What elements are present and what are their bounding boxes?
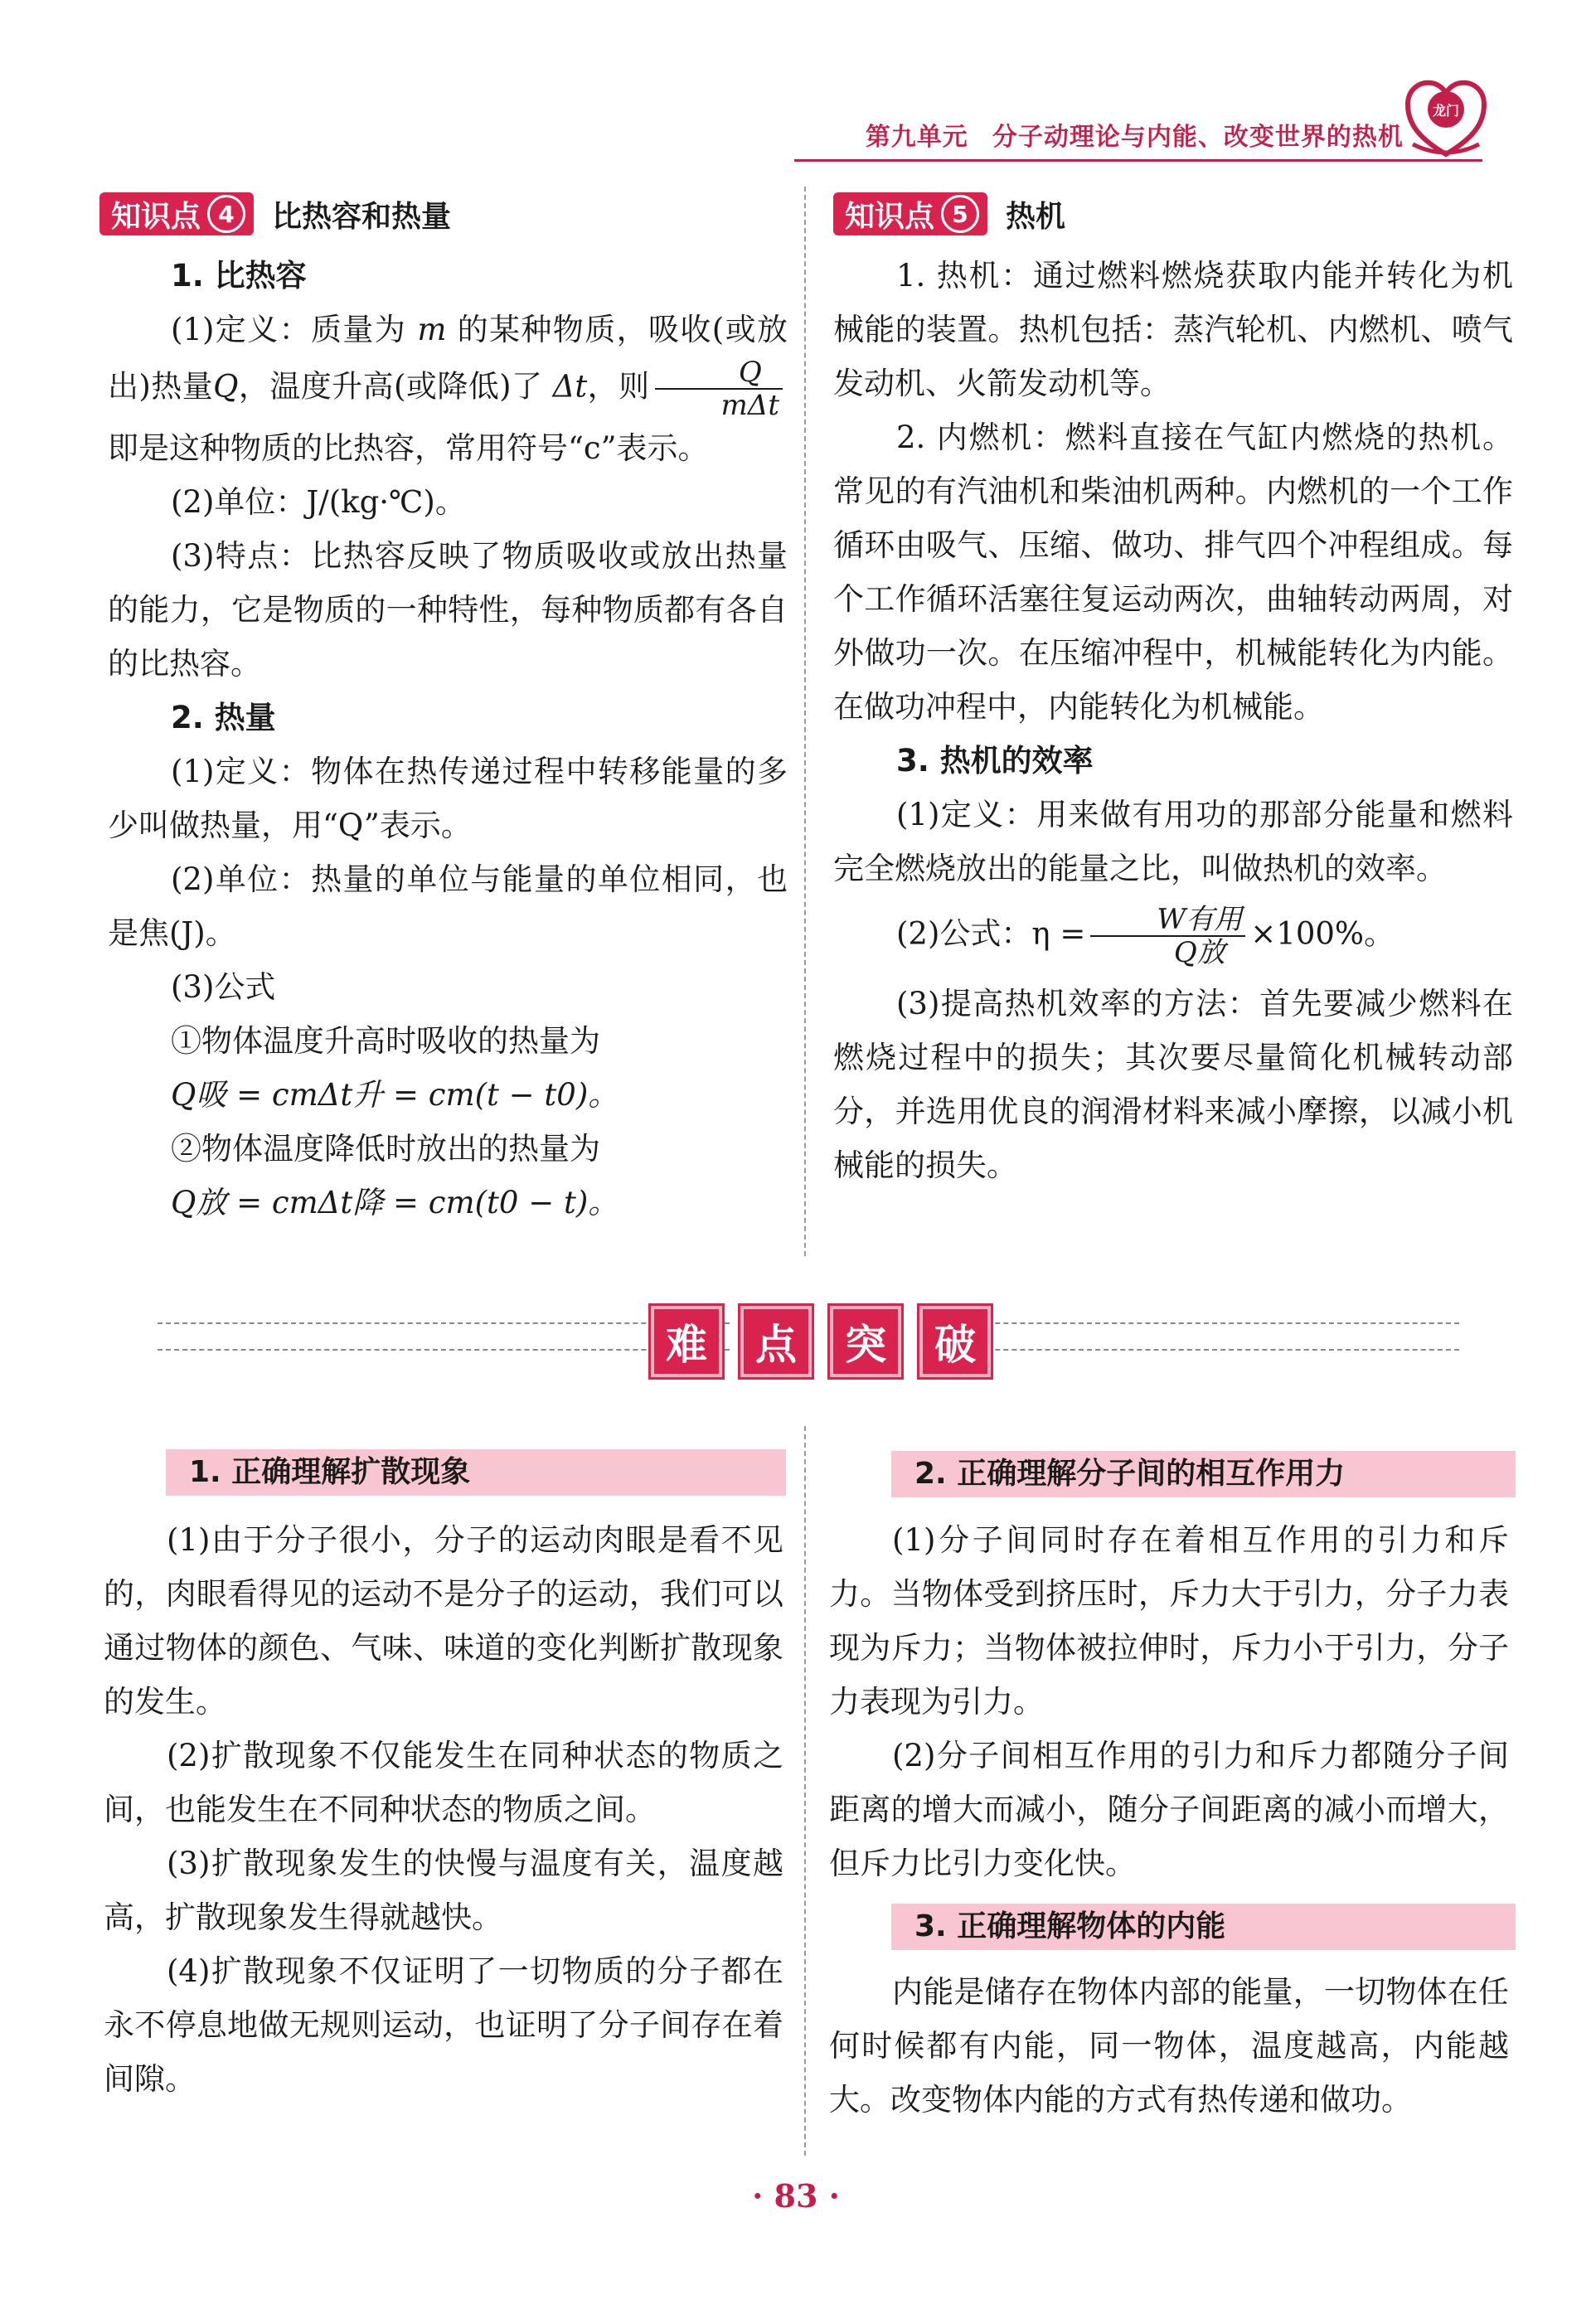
- kp5-badge: [833, 192, 987, 235]
- kp4-definition: (1)定义：质量为 m 的某种物质，吸收(或放出)热量Q，温度升高(或降低)了 Δt，则 $\frac{Q}{\text{mΔt}}$ 即是这种物质的比热容，常用符号“c”表示。: [108, 312, 788, 466]
- kp4-number: 4: [207, 195, 245, 233]
- kp4-unit: (2)单位：J/(kg·℃)。: [171, 484, 466, 520]
- efficiency-fraction: $\frac{\text{W有用}}{\text{Q放}}$: [1090, 904, 1245, 968]
- topic1-body: [104, 1513, 783, 2106]
- banner-char-1: 难: [651, 1306, 722, 1377]
- publisher-logo-icon: [1401, 75, 1491, 161]
- topic2-para-1: (1)分子间同时存在着相互作用的引力和斥力。当物体受到挤压时，斥力大于引力，分子力表现为斥力；当物体被拉伸时，斥力小于引力，分子力表现为引力。: [829, 1522, 1509, 1720]
- topic2-title: 2. 正确理解分子间的相互作用力: [891, 1451, 1516, 1497]
- banner-char-3: 突: [830, 1306, 901, 1377]
- kp4-absorb-text: ①物体温度升高时吸收的热量为: [171, 1023, 600, 1059]
- page-number: · 83 ·: [752, 2177, 840, 2215]
- topic1-para-3: (3)扩散现象发生的快慢与温度有关，温度越高，扩散现象发生得就越快。: [104, 1846, 783, 1935]
- kp5-body: [833, 249, 1513, 1192]
- topic3-title: 3. 正确理解物体的内能: [891, 1904, 1516, 1950]
- kp4-heat-unit: (2)单位：热量的单位与能量的单位相同，也是焦(J)。: [108, 861, 788, 951]
- topic1-para-1: (1)由于分子很小，分子的运动肉眼是看不见的，肉眼看得见的运动不是分子的运动，我们可以通过物体的颜色、气味、味道的变化判断扩散现象的发生。: [104, 1522, 783, 1720]
- column-divider-top: [804, 187, 806, 1256]
- topic1-title: 1. 正确理解扩散现象: [166, 1449, 786, 1496]
- kp5-badge-text: 知识点: [845, 199, 935, 234]
- column-divider-bottom: [804, 1426, 806, 2156]
- header-rule: [794, 159, 1482, 162]
- kp4-badge: [99, 192, 254, 235]
- kp5-subheading-efficiency: 3. 热机的效率: [896, 743, 1094, 779]
- svg-text:龙门: 龙门: [1432, 103, 1460, 119]
- kp4-subheading-1: 1. 比热容: [171, 258, 307, 294]
- kp4-heat-definition: (1)定义：物体在热传递过程中转移能量的多少叫做热量，用“Q”表示。: [108, 754, 788, 843]
- kp4-body: [108, 249, 788, 1230]
- kp4-formula-heading: (3)公式: [171, 969, 276, 1005]
- kp5-label: 热机: [1006, 199, 1066, 234]
- kp4-title: [99, 189, 451, 239]
- nandian-banner: [651, 1306, 991, 1377]
- kp4-subheading-2: 2. 热量: [171, 700, 276, 735]
- kp5-number: 5: [941, 195, 979, 233]
- topic3-para-1: 内能是储存在物体内部的能量，一切物体在任何时候都有内能，同一物体，温度越高，内能越大。改变物体内能的方式有热传递和做功。: [829, 1974, 1509, 2118]
- unit-label: 第九单元: [865, 123, 968, 152]
- topic3-body: [829, 1965, 1509, 2127]
- c-formula-fraction: $\frac{Q}{\text{mΔt}}$: [655, 357, 783, 421]
- unit-title: 分子动理论与内能、改变世界的热机: [992, 123, 1404, 152]
- kp5-internal-combustion: 2. 内燃机：燃料直接在气缸内燃烧的热机。常见的有汽油机和柴油机两种。内燃机的一个工作循环由吸气、压缩、做功、排气四个冲程组成。每个工作循环活塞往复运动两次，曲轴转动两周，对外做功一次。在压缩冲程中，机械能转化为内能。在做功冲程中，内能转化为机械能。: [833, 420, 1513, 725]
- topic1-para-2: (2)扩散现象不仅能发生在同种状态的物质之间，也能发生在不同种状态的物质之间。: [104, 1738, 783, 1827]
- topic2-para-2: (2)分子间相互作用的引力和斥力都随分子间距离的增大而减小，随分子间距离的减小而增大，但斥力比引力变化快。: [829, 1738, 1509, 1881]
- kp4-release-text: ②物体温度降低时放出的热量为: [171, 1131, 600, 1167]
- kp5-title: [833, 189, 1065, 239]
- banner-dash-right: [970, 1322, 1459, 1351]
- kp5-heat-engine: 1. 热机：通过燃料燃烧获取内能并转化为机械能的装置。热机包括：蒸汽轮机、内燃机、喷气发动机、火箭发动机等。: [833, 258, 1513, 401]
- banner-char-2: 点: [740, 1306, 812, 1377]
- kp5-efficiency-formula: (2)公式：η = $\frac{\text{W有用}}{\text{Q放}}$ ×100%。: [896, 903, 1395, 969]
- topic2-body: [829, 1513, 1509, 1890]
- kp4-absorb-formula: Q吸 = cmΔt升 = cm(t − t0)。: [171, 1077, 619, 1113]
- kp4-badge-text: 知识点: [111, 199, 201, 234]
- topic1-para-4: (4)扩散现象不仅证明了一切物质的分子都在永不停息地做无规则运动，也证明了分子间存在着间隙。: [104, 1953, 783, 2097]
- banner-char-4: 破: [919, 1306, 991, 1377]
- kp4-release-formula: Q放 = cmΔt降 = cm(t0 − t)。: [171, 1185, 619, 1220]
- kp4-feature: (3)特点：比热容反映了物质吸收或放出热量的能力，它是物质的一种特性，每种物质都有各自的比热容。: [108, 538, 788, 682]
- kp5-improve-method: (3)提高热机效率的方法：首先要减少燃料在燃烧过程中的损失；其次要尽量简化机械转动部分，并选用优良的润滑材料来减小摩擦，以减小机械能的损失。: [833, 986, 1513, 1183]
- kp4-label: 比热容和热量: [272, 199, 452, 234]
- kp5-efficiency-definition: (1)定义：用来做有用功的那部分能量和燃料完全燃烧放出的能量之比，叫做热机的效率。: [833, 797, 1513, 886]
- banner-dash-left: [158, 1322, 730, 1351]
